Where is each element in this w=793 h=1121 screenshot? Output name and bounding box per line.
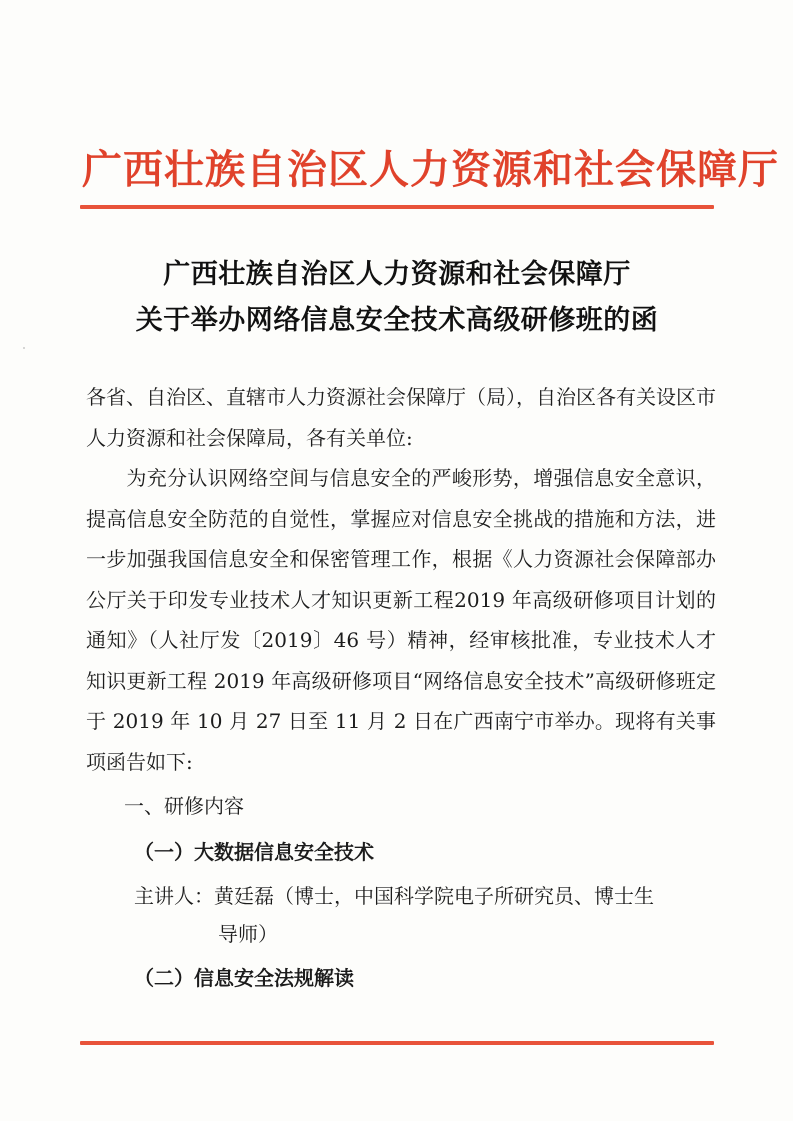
document-title-line-1: 广西壮族自治区人力资源和社会保障厅 [163,259,631,290]
letterhead-title: 广西壮族自治区人力资源和社会保障厅 [82,146,779,193]
salutation: 各省、自治区、直辖市人力资源社会保障厅（局），自治区各有关设区市人力资源和社会保障局，各有关单位: [86,385,716,450]
speaker-info-line-2: 导师） [218,922,278,946]
letterhead-red-rule [80,205,714,209]
body-paragraph-1-text: 为充分认识网络空间与信息安全的严峻形势，增强信息安全意识，提高信息安全防范的自觉性，掌握应对信息安全挑战的措施和方法，进一步加强我国信息安全和保密管理工作，根据《人力资源社会保障部办公厅关于印发专业技术人才知识更新工程2019 年高级研修项目计划的通知》（人社厅发〔2019〕46 号）精神，经审核批准，专业技术人才知识更新工程 2019 年高级研修项目“网络信息安全技术”高级研修班定于 2019 年 10 月 27 日至 11 月 2 日在广西南宁市举办。现将有关事项函告如下: [86,466,716,774]
subsection-heading-2: （二）信息安全法规解读 [134,966,354,990]
body-paragraph-1 [86,458,716,782]
scan-artifact [23,347,25,349]
footer-red-rule [80,1041,714,1045]
subsection-heading-1: （一）大数据信息安全技术 [134,840,374,864]
speaker-info-line-1: 主讲人：黄廷磊（博士，中国科学院电子所研究员、博士生 [134,884,654,908]
document-title-line-2: 关于举办网络信息安全技术高级研修班的函 [135,305,659,336]
section-heading-1: 一、研修内容 [124,794,244,818]
